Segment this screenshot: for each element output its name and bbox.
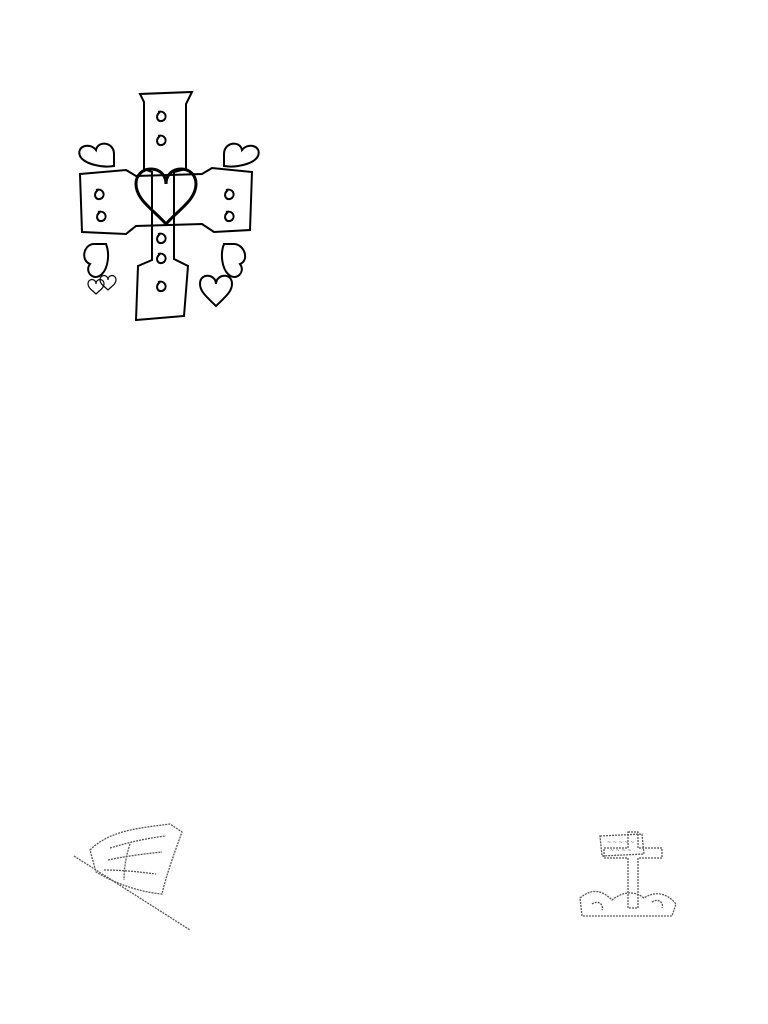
svg-text:~ ~ ~ ~ ~: ~ ~ ~ ~ ~ bbox=[607, 840, 635, 846]
flag-drawing bbox=[70, 820, 200, 935]
grave-cross-drawing bbox=[572, 828, 682, 920]
cross-with-heart-drawing bbox=[74, 84, 264, 329]
svg-text:~ ~ ~ ~: ~ ~ ~ ~ bbox=[610, 848, 632, 854]
